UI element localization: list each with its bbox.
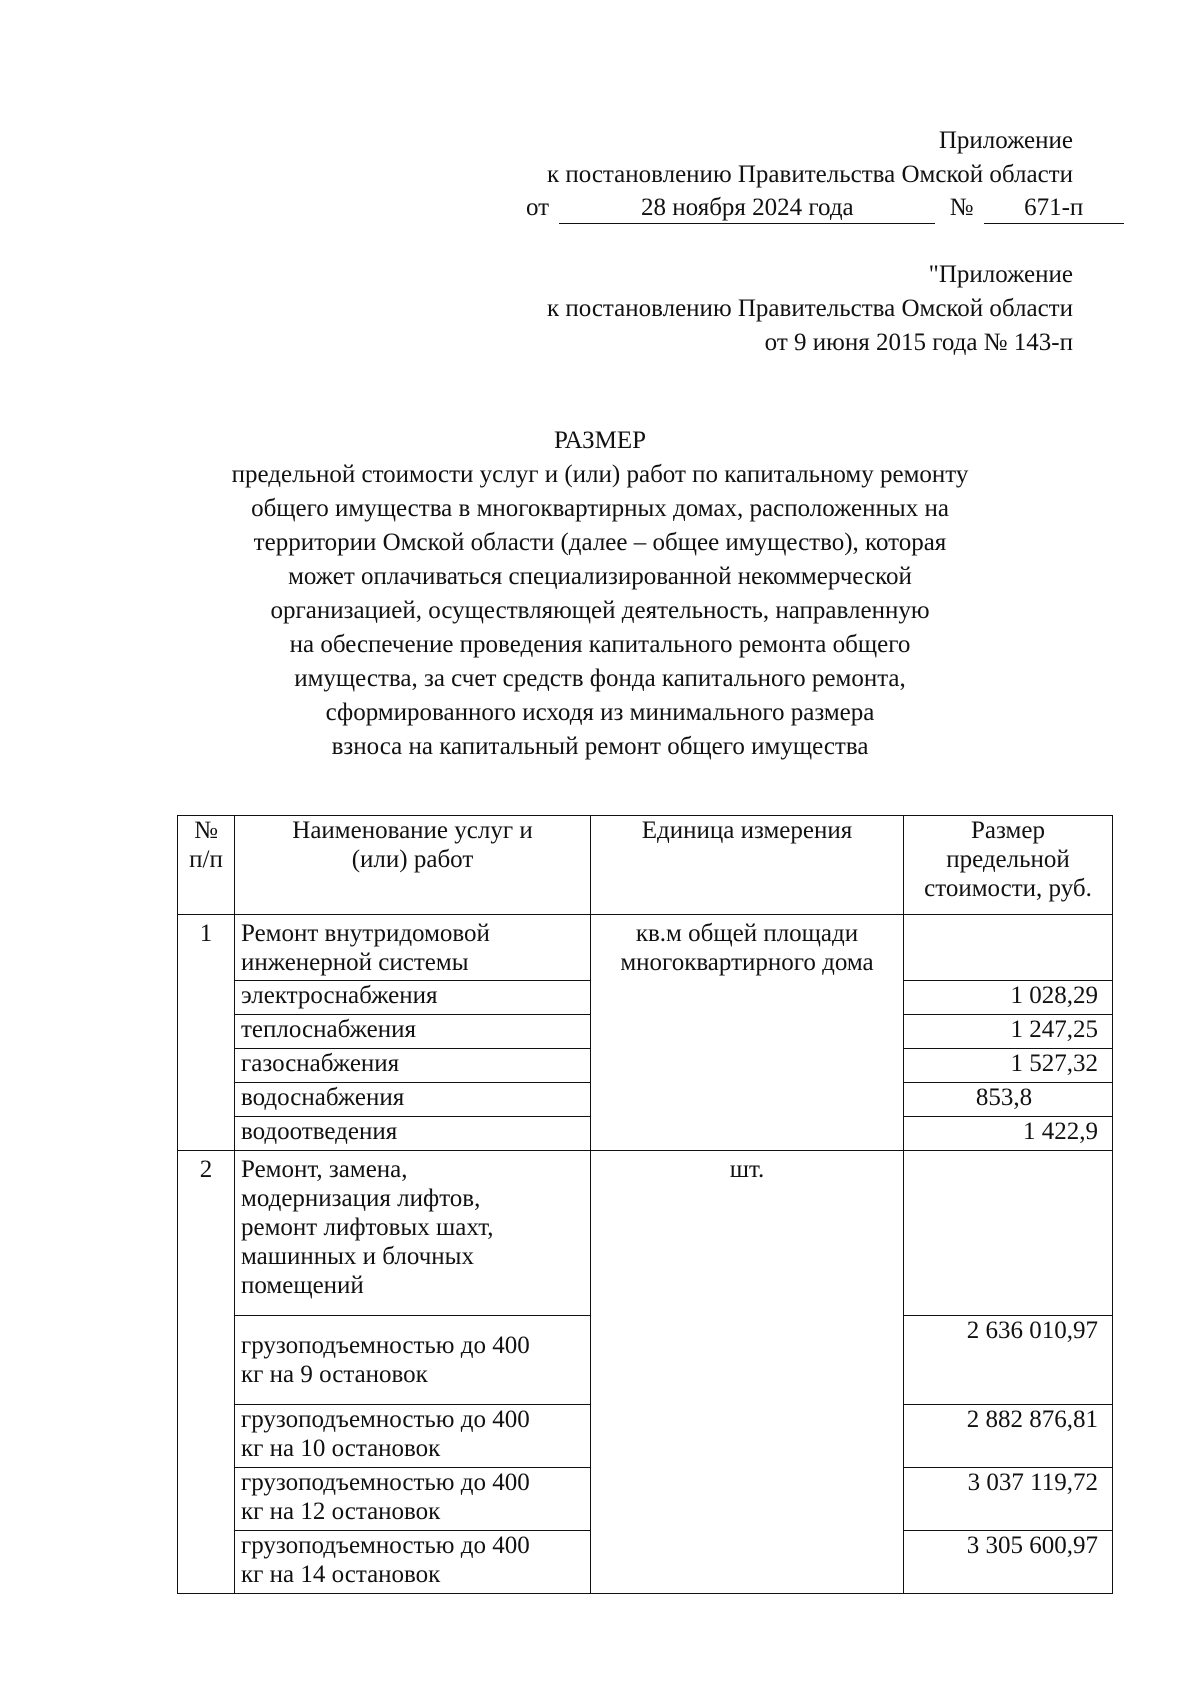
price-value: 2 636 010,97 xyxy=(904,1316,1113,1405)
header-name: Наименование услуг и (или) работ xyxy=(235,816,591,915)
price-value: 1 527,32 xyxy=(904,1049,1113,1083)
row-number: 1 xyxy=(178,915,235,1151)
previous-resolution-line: к постановлению Правительства Омской области xyxy=(546,295,1073,322)
service-name: электроснабжения xyxy=(235,981,591,1015)
attachment-label: Приложение xyxy=(938,127,1073,154)
title-line: на обеспечение проведения капитального ремонта общего xyxy=(289,631,911,658)
service-name: водоотведения xyxy=(235,1117,591,1151)
resolution-line: к постановлению Правительства Омской области xyxy=(546,161,1073,188)
service-name: Ремонт внутридомовой инженерной системы xyxy=(235,915,591,981)
row-number: 2 xyxy=(178,1151,235,1594)
service-name: Ремонт, замена, модернизация лифтов, ремонт лифтовых шахт, машинных и блочных помещений xyxy=(235,1151,591,1316)
service-name: грузоподъемностью до 400 кг на 10 остановок xyxy=(235,1405,591,1468)
unit-cell: кв.м общей площади многоквартирного дома xyxy=(591,915,904,1151)
title-line: сформированного исходя из минимального размера xyxy=(325,699,875,726)
from-prefix: от xyxy=(526,194,550,221)
unit-cell: шт. xyxy=(591,1151,904,1594)
header-size: Размер предельной стоимости, руб. xyxy=(904,816,1113,915)
number-sign: № xyxy=(949,194,974,221)
service-name: грузоподъемностью до 400 кг на 9 остановок xyxy=(235,1316,591,1405)
service-name: грузоподъемностью до 400 кг на 14 остановок xyxy=(235,1531,591,1594)
resolution-date-line xyxy=(526,193,1124,224)
service-name: грузоподъемностью до 400 кг на 12 остановок xyxy=(235,1468,591,1531)
price-value: 1 422,9 xyxy=(904,1117,1113,1151)
value-cell-empty xyxy=(904,1151,1113,1316)
title-line: взноса на капитальный ремонт общего имущества xyxy=(331,733,869,760)
service-name: газоснабжения xyxy=(235,1049,591,1083)
resolution-number: 671-п xyxy=(984,193,1124,224)
header-number: № п/п xyxy=(178,816,235,915)
value-cell-empty xyxy=(904,915,1113,981)
price-value: 1 028,29 xyxy=(904,981,1113,1015)
title-line: может оплачиваться специализированной некоммерческой xyxy=(288,563,912,590)
price-value: 2 882 876,81 xyxy=(904,1405,1113,1468)
title-line: территории Омской области (далее – общее имущество), которая xyxy=(253,529,947,556)
previous-resolution-date: от 9 июня 2015 года № 143-п xyxy=(764,329,1073,356)
table-row xyxy=(178,1151,1113,1316)
price-value: 3 037 119,72 xyxy=(904,1468,1113,1531)
title-line: предельной стоимости услуг и (или) работ по капитальному ремонту xyxy=(231,461,969,488)
previous-attachment-label: "Приложение xyxy=(928,261,1073,288)
price-table xyxy=(177,815,1113,1594)
price-value: 1 247,25 xyxy=(904,1015,1113,1049)
document-title xyxy=(0,424,1200,764)
title-heading: РАЗМЕР xyxy=(553,427,647,454)
price-value: 853,8 xyxy=(904,1083,1113,1117)
header-unit: Единица измерения xyxy=(591,816,904,915)
title-line: общего имущества в многоквартирных домах, расположенных на xyxy=(251,495,949,522)
service-name: теплоснабжения xyxy=(235,1015,591,1049)
service-name: водоснабжения xyxy=(235,1083,591,1117)
price-value: 3 305 600,97 xyxy=(904,1531,1113,1594)
title-line: имущества, за счет средств фонда капитального ремонта, xyxy=(294,665,906,692)
resolution-date: 28 ноября 2024 года xyxy=(559,193,935,224)
title-line: организацией, осуществляющей деятельность, направленную xyxy=(270,597,930,624)
table-header-row xyxy=(178,816,1113,915)
table-row xyxy=(178,915,1113,981)
